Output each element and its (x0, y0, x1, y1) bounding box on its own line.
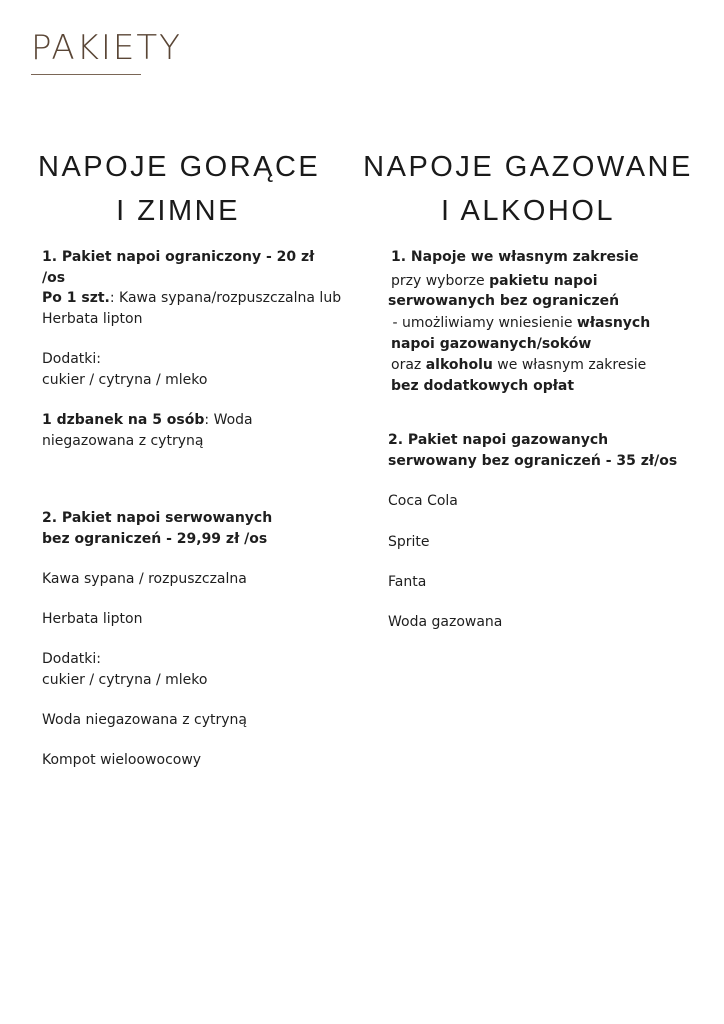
own-drinks-line1-b: pakietu napoi (489, 273, 598, 289)
soda-item-sparkling-water: Woda gazowana (388, 614, 503, 630)
own-drinks-line1-a: przy wyborze (391, 273, 490, 289)
package-2-item-water: Woda niegazowana z cytryną (42, 712, 247, 728)
package-1-item-qty: Po 1 szt. (42, 290, 110, 306)
package-1-item-text: : Kawa sypana/rozpuszczalna lub Herbata lipton (42, 290, 342, 327)
own-drinks-line3-a: - umożliwiamy wniesienie (388, 315, 577, 331)
title-underline (31, 74, 141, 75)
soda-item-coca-cola: Coca Cola (388, 493, 458, 509)
soda-item-sprite: Sprite (388, 534, 430, 550)
own-drinks-line3-b: własnych (576, 315, 651, 331)
package-2-title-line1: 2. Pakiet napoi serwowanych (42, 510, 273, 526)
own-drinks-line1 (391, 271, 598, 292)
package-2-title-line2: bez ograniczeń - 29,99 zł /os (42, 531, 268, 547)
package-1-jug-qty: 1 dzbanek na 5 osób (42, 412, 205, 428)
own-drinks-line5-b: alkoholu (425, 357, 493, 373)
hot-cold-heading-line2: I ZIMNE (116, 195, 240, 227)
package-1-title: 1. Pakiet napoi ograniczony - 20 zł /os (42, 249, 315, 286)
own-drinks-line3 (388, 313, 650, 334)
own-drinks-line5 (391, 355, 646, 376)
own-drinks-line6: bez dodatkowych opłat (391, 378, 575, 394)
soda-alcohol-heading-line1: NAPOJE GAZOWANE (363, 151, 693, 183)
soda-package-title-line1: 2. Pakiet napoi gazowanych (388, 432, 609, 448)
package-2-addons-label: Dodatki: (42, 651, 102, 667)
own-drinks-line4: napoi gazowanych/soków (391, 336, 592, 352)
soda-alcohol-heading-line2: I ALKOHOL (440, 195, 615, 227)
package-1-addons: cukier / cytryna / mleko (42, 372, 208, 388)
own-drinks-line2: serwowanych bez ograniczeń (388, 293, 620, 309)
package-2-item-tea: Herbata lipton (42, 611, 143, 627)
soda-package-title-line2: serwowany bez ograniczeń - 35 zł/os (388, 453, 678, 469)
package-2-item-coffee: Kawa sypana / rozpuszczalna (42, 571, 247, 587)
own-drinks-title: 1. Napoje we własnym zakresie (391, 249, 639, 265)
package-1-jug (42, 410, 282, 451)
hot-cold-heading (38, 145, 321, 233)
hot-cold-heading-line1: NAPOJE GORĄCE (38, 151, 321, 183)
own-drinks-line5-a: oraz (391, 357, 426, 373)
own-drinks-line5-c: we własnym zakresie (492, 357, 647, 373)
package-2-item-kompot: Kompot wieloowocowy (42, 752, 202, 768)
package-1-addons-label: Dodatki: (42, 351, 102, 367)
package-2-addons: cukier / cytryna / mleko (42, 672, 208, 688)
soda-item-fanta: Fanta (388, 574, 427, 590)
soda-alcohol-heading (358, 145, 698, 233)
package-1-jug-text: : Woda niegazowana z cytryną (42, 412, 253, 449)
package-1-item (42, 288, 342, 329)
page-title: PAKIETY (31, 28, 182, 68)
hot-cold-drinks-column (38, 145, 342, 768)
soda-alcohol-column (358, 145, 708, 630)
